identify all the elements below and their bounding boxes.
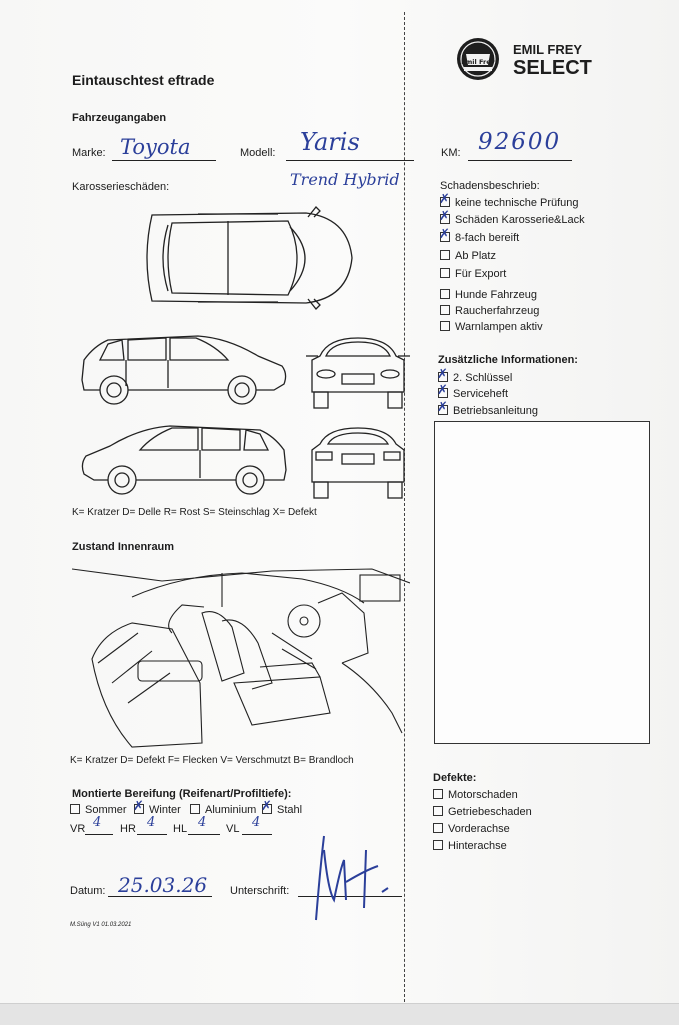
car-diagram-front[interactable] — [306, 334, 410, 412]
background-surface — [0, 1003, 679, 1025]
tread-vl-field[interactable]: 4 — [252, 815, 261, 830]
defect-checkbox[interactable] — [433, 840, 443, 850]
tire-aluminium-label: Aluminium — [205, 804, 257, 816]
defect-checkbox[interactable] — [433, 806, 443, 816]
tire-aluminium-checkbox[interactable] — [190, 804, 200, 814]
additional-info-checkbox[interactable] — [438, 388, 448, 398]
damage-description-heading: Schadensbeschrieb: — [440, 180, 540, 192]
defect-checkbox[interactable] — [433, 823, 443, 833]
tire-option-stahl[interactable] — [262, 804, 302, 816]
modell-underline — [286, 160, 414, 161]
km-field[interactable]: 92600 — [478, 129, 562, 155]
additional-info-item[interactable]: ✗Serviceheft — [438, 388, 508, 400]
signature-label: Unterschrift: — [230, 885, 290, 897]
car-diagram-rear[interactable] — [306, 424, 410, 502]
damage-item[interactable]: Hunde Fahrzeug — [440, 289, 537, 301]
additional-info-item[interactable]: ✗Betriebsanleitung — [438, 405, 538, 417]
car-diagram-right-side[interactable] — [78, 420, 290, 500]
damage-checkbox[interactable] — [440, 305, 450, 315]
tread-hr-field[interactable]: 4 — [147, 815, 156, 830]
tread-hl-underline — [188, 834, 220, 835]
damage-checkbox[interactable] — [440, 289, 450, 299]
tire-winter-checkbox[interactable] — [134, 804, 144, 814]
date-field[interactable]: 25.03.26 — [118, 873, 208, 897]
car-diagram-top[interactable] — [138, 203, 356, 313]
additional-info-checkbox[interactable] — [438, 372, 448, 382]
damage-checkbox[interactable] — [440, 197, 450, 207]
car-diagram-left-side[interactable] — [78, 330, 290, 410]
damage-checkbox[interactable] — [440, 268, 450, 278]
tire-sommer-checkbox[interactable] — [70, 804, 80, 814]
additional-info-item[interactable]: ✗2. Schlüssel — [438, 372, 512, 384]
body-damage-legend: K= Kratzer D= Delle R= Rost S= Steinschlag X= Defekt — [72, 507, 317, 518]
modell-field[interactable]: Yaris — [300, 128, 360, 156]
damage-item[interactable]: Raucherfahrzeug — [440, 305, 539, 317]
emil-frey-select-logo — [454, 34, 600, 84]
modell-field-line2: Trend Hybrid — [290, 170, 400, 189]
tire-option-winter[interactable] — [134, 804, 181, 816]
tread-vl: VL — [226, 823, 240, 835]
signature-field[interactable] — [306, 830, 398, 926]
logo-small-text: Emil Frey — [461, 58, 495, 66]
tread-vr: VR — [70, 823, 86, 835]
body-damage-label: Karosserieschäden: — [72, 181, 170, 193]
defect-item[interactable]: Getriebeschaden — [433, 806, 532, 818]
form-title: Eintauschtest eftrade — [72, 72, 215, 88]
tread-hl: HL — [173, 823, 188, 835]
marke-label: Marke: — [72, 147, 106, 159]
defect-item[interactable]: Motorschaden — [433, 789, 518, 801]
date-label: Datum: — [70, 885, 106, 897]
damage-checkbox[interactable] — [440, 214, 450, 224]
tread-hr-underline — [137, 834, 167, 835]
interior-diagram[interactable] — [72, 563, 410, 749]
damage-item[interactable]: ✗8-fach bereift — [440, 232, 519, 244]
marke-underline — [112, 160, 216, 161]
tires-heading: Montierte Bereifung (Reifenart/Profiltiefe): — [72, 788, 292, 800]
damage-item[interactable]: Ab Platz — [440, 250, 496, 262]
interior-heading: Zustand Innenraum — [72, 541, 175, 553]
defect-item[interactable]: Hinterachse — [433, 840, 507, 852]
tread-vr-field[interactable]: 4 — [93, 815, 102, 830]
km-label: KM: — [441, 147, 461, 159]
marke-field[interactable]: Toyota — [120, 135, 191, 159]
modell-label: Modell: — [240, 147, 276, 159]
tread-hr: HR — [120, 823, 136, 835]
footer-code: M.Süng V1 01.03.2021 — [70, 922, 132, 928]
damage-item[interactable]: Für Export — [440, 268, 506, 280]
damage-checkbox[interactable] — [440, 250, 450, 260]
interior-legend: K= Kratzer D= Defekt F= Flecken V= Verschmutzt B= Brandloch — [70, 755, 354, 766]
defect-item[interactable]: Vorderachse — [433, 823, 510, 835]
brand-name-line2: SELECT — [513, 57, 592, 79]
tread-vr-underline — [85, 834, 113, 835]
tread-hl-field[interactable]: 4 — [198, 815, 207, 830]
damage-item[interactable]: ✗Schäden Karosserie&Lack — [440, 214, 585, 226]
additional-info-checkbox[interactable] — [438, 405, 448, 415]
tread-vl-underline — [242, 834, 272, 835]
tire-winter-label: Winter — [149, 804, 181, 816]
additional-info-heading: Zusätzliche Informationen: — [438, 354, 578, 366]
tire-stahl-label: Stahl — [277, 804, 303, 816]
damage-item[interactable]: Warnlampen aktiv — [440, 321, 543, 333]
notes-box[interactable] — [434, 421, 650, 744]
damage-item[interactable]: ✗keine technische Prüfung — [440, 197, 579, 209]
tire-stahl-checkbox[interactable] — [262, 804, 272, 814]
damage-checkbox[interactable] — [440, 232, 450, 242]
damage-checkbox[interactable] — [440, 321, 450, 331]
tire-sommer-label: Sommer — [85, 804, 127, 816]
vehicle-section-heading: Fahrzeugangaben — [72, 112, 167, 124]
brand-name-line1: EMIL FREY — [513, 42, 583, 57]
defects-heading: Defekte: — [433, 772, 477, 784]
km-underline — [468, 160, 572, 161]
defect-checkbox[interactable] — [433, 789, 443, 799]
